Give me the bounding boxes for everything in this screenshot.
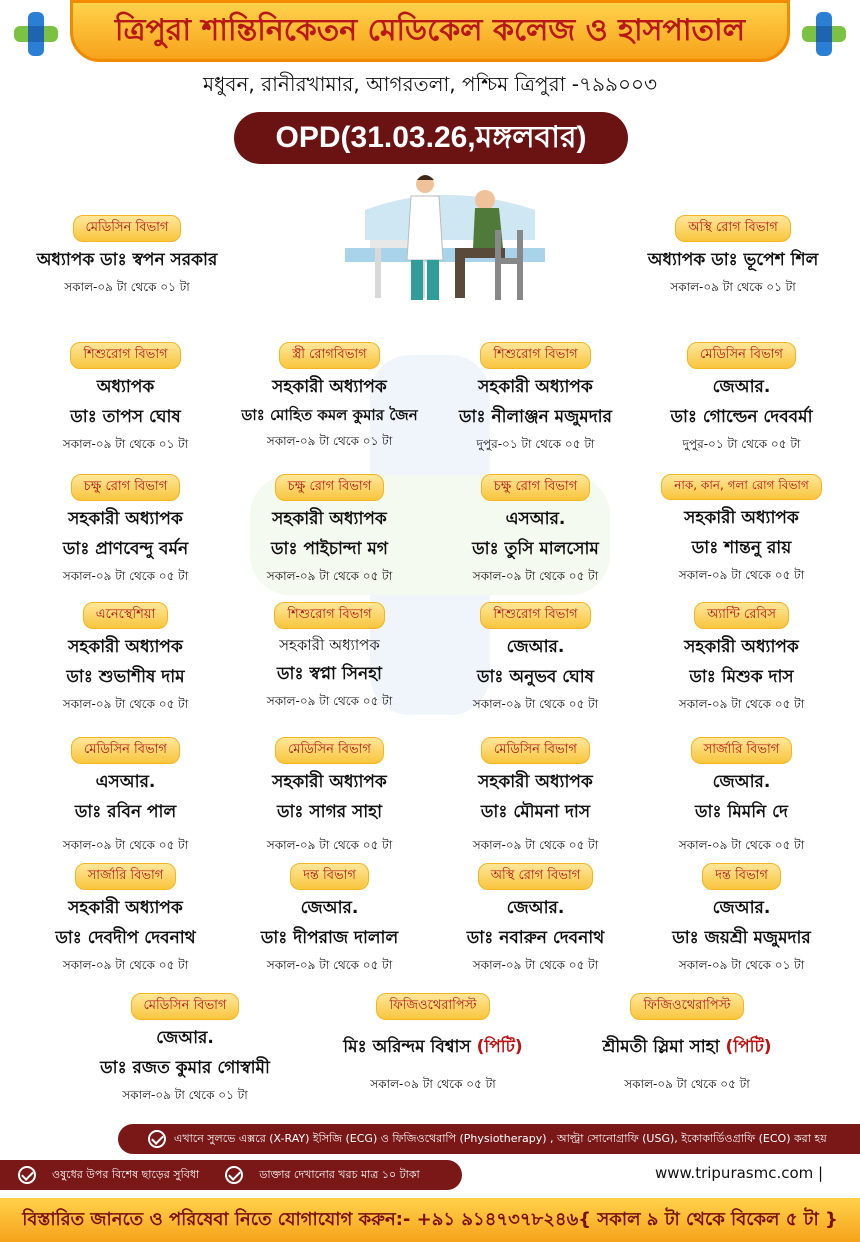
opd-time: সকাল-০৯ টা থেকে ০১ টা [64, 280, 190, 294]
doctor-card [634, 342, 849, 456]
doctor-card [18, 863, 233, 977]
doctor-patient-illustration-icon [345, 170, 545, 310]
doctor-name: ডাঃ তাপস ঘোষ [70, 407, 181, 427]
doctor-card [428, 474, 643, 588]
benefits-bar [0, 1160, 462, 1190]
doctor-designation: জেআর. [712, 898, 771, 918]
doctor-card [222, 474, 437, 588]
check-circle-icon [18, 1166, 36, 1184]
contact-text: বিস্তারিত জানতে ও পরিষেবা নিতে যোগাযোগ করুন:- +৯১ ৯১৪৭৩৭৮২৪৬{ সকাল ৯ টা থেকে বিকেল ৫ টা } [22, 1208, 838, 1230]
contact-footer [0, 1198, 860, 1242]
doctor-name: ডাঃ রবিন পাল [74, 802, 177, 822]
doctor-card [18, 342, 233, 456]
doctor-name: ডাঃ শুভাশীষ দাম [66, 667, 185, 687]
department-label: চক্ষু রোগ বিভাগ [71, 474, 180, 501]
doctor-name: ডাঃ নবারুন দেবনাথ [466, 928, 605, 948]
doctor-name: ডাঃ দীপরাজ দালাল [260, 928, 399, 948]
doctor-name: ডাঃ প্রাণবেন্দু বর্মন [62, 539, 189, 559]
hospital-address: মধুবন, রানীরখামার, আগরতলা, পশ্চিম ত্রিপুরা -৭৯৯০০৩ [203, 72, 657, 96]
doctor-designation: সহকারী অধ্যাপক [478, 772, 593, 792]
department-label: শিশুরোগ বিভাগ [480, 342, 590, 369]
hospital-cross-logo-icon [798, 8, 850, 60]
services-text: এখানে সুলভে এক্সরে (X-RAY) ইসিজি (ECG) ও ফিজিওথেরাপি (Physiotherapy) , আল্ট্রা সোনোগ্রাফি (USG), ইকোকার্ডিওগ্রাফি (ECO) করা হয় [174, 1131, 827, 1145]
doctor-designation: সহকারী অধ্যাপক [272, 772, 387, 792]
doctor-designation: এসআর. [505, 509, 566, 529]
doctor-name: অধ্যাপক ডাঃ ভূপেশ শিল [647, 250, 819, 270]
doctor-name: ডাঃ তুসি মালসোম [472, 539, 599, 559]
opd-time: সকাল-০৯ টা থেকে ০৫ টা [472, 697, 599, 711]
department-label: দন্ত বিভাগ [702, 863, 781, 890]
opd-time: সকাল-০৯ টা থেকে ০৫ টা [266, 694, 393, 708]
department-label: সার্জারি বিভাগ [691, 737, 793, 764]
doctor-designation: সহকারী অধ্যাপক [478, 377, 593, 397]
doctor-card [18, 474, 233, 588]
physio-card [572, 993, 802, 1096]
doctor-name: ডাঃ সাগর সাহা [276, 802, 383, 822]
opd-time: সকাল-০৯ টা থেকে ০৫ টা [472, 569, 599, 583]
therapist-name [572, 1034, 802, 1062]
doctor-card [428, 863, 643, 977]
doctor-card [18, 602, 233, 716]
doctor-card [222, 602, 437, 713]
department-label: শিশুরোগ বিভাগ [480, 602, 590, 629]
doctor-designation: জেআর. [712, 772, 771, 792]
benefit-discount: ওষুধের উপর বিশেষ ছাড়ের সুবিধা [52, 1167, 200, 1181]
department-label: মেডিসিন বিভাগ [71, 737, 180, 764]
opd-time: সকাল-০৯ টা থেকে ০৫ টা [62, 838, 189, 852]
doctor-card [12, 215, 242, 299]
department-label: এনেস্থেশিয়া [83, 602, 169, 629]
doctor-name: ডাঃ স্বপ্না সিনহা [277, 664, 382, 684]
opd-time: সকাল-০৯ টা থেকে ০৫ টা [624, 1077, 750, 1091]
check-circle-icon [148, 1130, 166, 1148]
pt-tag: (পিটি) [725, 1037, 772, 1057]
opd-date: OPD(31.03.26,মঙ্গলবার) [275, 120, 587, 154]
department-label: ফিজিওথেরাপিস্ট [376, 993, 489, 1020]
doctor-designation: জেআর. [156, 1028, 214, 1048]
opd-time: সকাল-০৯ টা থেকে ০১ টা [122, 1088, 248, 1102]
doctor-designation: সহকারী অধ্যাপক [272, 377, 387, 397]
department-label: মেডিসিন বিভাগ [73, 215, 182, 242]
opd-time: সকাল-০৯ টা থেকে ০৫ টা [62, 958, 189, 972]
doctor-card [618, 215, 848, 299]
doctor-designation: অধ্যাপক [96, 377, 155, 397]
opd-date-pill [234, 112, 628, 164]
website-link[interactable]: www.tripurasmc.com | [655, 1164, 824, 1182]
opd-time: সকাল-০৯ টা থেকে ০৫ টা [62, 569, 189, 583]
department-label: অস্থি রোগ বিভাগ [478, 863, 594, 890]
doctor-name: ডাঃ অনুভব ঘোষ [476, 667, 595, 687]
opd-time: সকাল-০৯ টা থেকে ০৫ টা [678, 838, 805, 852]
doctor-name: ডাঃ মিশুক দাস [689, 667, 794, 687]
doctor-name: ডাঃ শান্তনু রায় [691, 538, 792, 558]
doctor-designation: জেআর. [712, 377, 771, 397]
opd-time: সকাল-০৯ টা থেকে ০১ টা [266, 434, 393, 448]
doctor-name: ডাঃ রজত কুমার গোস্বামী [100, 1058, 270, 1078]
doctor-card [222, 737, 437, 857]
doctor-name: ডাঃ মোহিত কমল কুমার জৈন [241, 406, 418, 424]
doctor-name: ডাঃ নীলাঞ্জন মজুমদার [459, 407, 612, 427]
opd-time: সকাল-০৯ টা থেকে ০১ টা [670, 280, 796, 294]
doctor-name: ডাঃ দেবদীপ দেবনাথ [55, 928, 196, 948]
doctor-card [634, 602, 849, 716]
department-label: চক্ষু রোগ বিভাগ [481, 474, 590, 501]
doctor-card [634, 863, 849, 977]
doctor-designation: জেআর. [506, 898, 565, 918]
services-bar [118, 1124, 860, 1154]
doctor-name: ডাঃ গোল্ডেন দেববর্মা [670, 407, 813, 427]
doctor-name: ডাঃ জয়শ্রী মজুমদার [672, 928, 811, 948]
opd-time: সকাল-০৯ টা থেকে ০৫ টা [266, 838, 393, 852]
check-circle-icon [225, 1166, 243, 1184]
doctor-designation: সহকারী অধ্যাপক [279, 636, 380, 654]
department-label: চক্ষু রোগ বিভাগ [275, 474, 384, 501]
doctor-card [222, 342, 437, 453]
doctor-card [18, 737, 233, 857]
physio-card [318, 993, 548, 1096]
opd-time: সকাল-০৯ টা থেকে ০৫ টা [370, 1077, 496, 1091]
opd-time: সকাল-০৯ টা থেকে ০১ টা [62, 437, 189, 451]
department-label: দন্ত বিভাগ [290, 863, 369, 890]
department-label: মেডিসিন বিভাগ [275, 737, 384, 764]
benefit-fee: ডাক্তার দেখানোর খরচ মাত্র ১০ টাকা [259, 1167, 420, 1181]
doctor-card [428, 737, 643, 857]
doctor-name: ডাঃ পাইচান্দা মগ [271, 539, 388, 559]
opd-time: দুপুর-০১ টা থেকে ০৫ টা [476, 437, 595, 451]
pt-tag: (পিটি) [476, 1037, 523, 1057]
opd-time: সকাল-০৯ টা থেকে ০৫ টা [472, 838, 599, 852]
doctor-card [634, 474, 849, 587]
doctor-designation: জেআর. [300, 898, 359, 918]
doctor-designation: সহকারী অধ্যাপক [68, 898, 183, 918]
hospital-title: ত্রিপুরা শান্তিনিকেতন মেডিকেল কলেজ ও হাসপাতাল [114, 12, 746, 48]
doctor-card [428, 342, 643, 456]
opd-time: সকাল-০৯ টা থেকে ০৫ টা [678, 697, 805, 711]
doctor-name: ডাঃ মিমনি দে [695, 802, 788, 822]
department-label: অস্থি রোগ বিভাগ [675, 215, 791, 242]
doctor-designation: সহকারী অধ্যাপক [272, 509, 387, 529]
doctor-card [428, 602, 643, 716]
department-label: ফিজিওথেরাপিস্ট [630, 993, 743, 1020]
opd-time: দুপুর-০১ টা থেকে ০৫ টা [682, 437, 801, 451]
doctor-card [60, 993, 310, 1107]
title-banner [70, 0, 790, 62]
doctor-designation: জেআর. [506, 637, 565, 657]
department-label: অ্যান্টি রেবিস [694, 602, 789, 629]
department-label: শিশুরোগ বিভাগ [70, 342, 180, 369]
doctor-card [222, 863, 437, 977]
doctor-designation: সহকারী অধ্যাপক [68, 637, 183, 657]
therapist-name-text: শ্রীমতী স্লিমা সাহা [602, 1037, 726, 1057]
department-label: মেডিসিন বিভাগ [687, 342, 796, 369]
department-label: নাক, কান, গলা রোগ বিভাগ [661, 474, 821, 500]
opd-time: সকাল-০৯ টা থেকে ০৫ টা [678, 568, 805, 582]
doctor-designation: সহকারী অধ্যাপক [684, 637, 799, 657]
doctor-name: অধ্যাপক ডাঃ স্বপন সরকার [36, 250, 218, 270]
doctor-designation: সহকারী অধ্যাপক [68, 509, 183, 529]
therapist-name [318, 1034, 548, 1062]
opd-time: সকাল-০৯ টা থেকে ০৫ টা [266, 958, 393, 972]
doctor-designation: সহকারী অধ্যাপক [684, 508, 799, 528]
opd-time: সকাল-০৯ টা থেকে ০১ টা [678, 958, 805, 972]
opd-time: সকাল-০৯ টা থেকে ০৫ টা [62, 697, 189, 711]
doctor-card [634, 737, 849, 857]
doctor-designation: এসআর. [95, 772, 156, 792]
opd-time: সকাল-০৯ টা থেকে ০৫ টা [266, 569, 393, 583]
department-label: শিশুরোগ বিভাগ [274, 602, 384, 629]
opd-time: সকাল-০৯ টা থেকে ০৫ টা [472, 958, 599, 972]
department-label: সার্জারি বিভাগ [75, 863, 177, 890]
hospital-cross-logo-icon [10, 8, 62, 60]
doctor-name: ডাঃ মৌমনা দাস [480, 802, 591, 822]
department-label: মেডিসিন বিভাগ [131, 993, 240, 1020]
therapist-name-text: মিঃ অরিন্দম বিশ্বাস [343, 1037, 477, 1057]
department-label: স্ত্রী রোগবিভাগ [279, 342, 379, 369]
department-label: মেডিসিন বিভাগ [481, 737, 590, 764]
